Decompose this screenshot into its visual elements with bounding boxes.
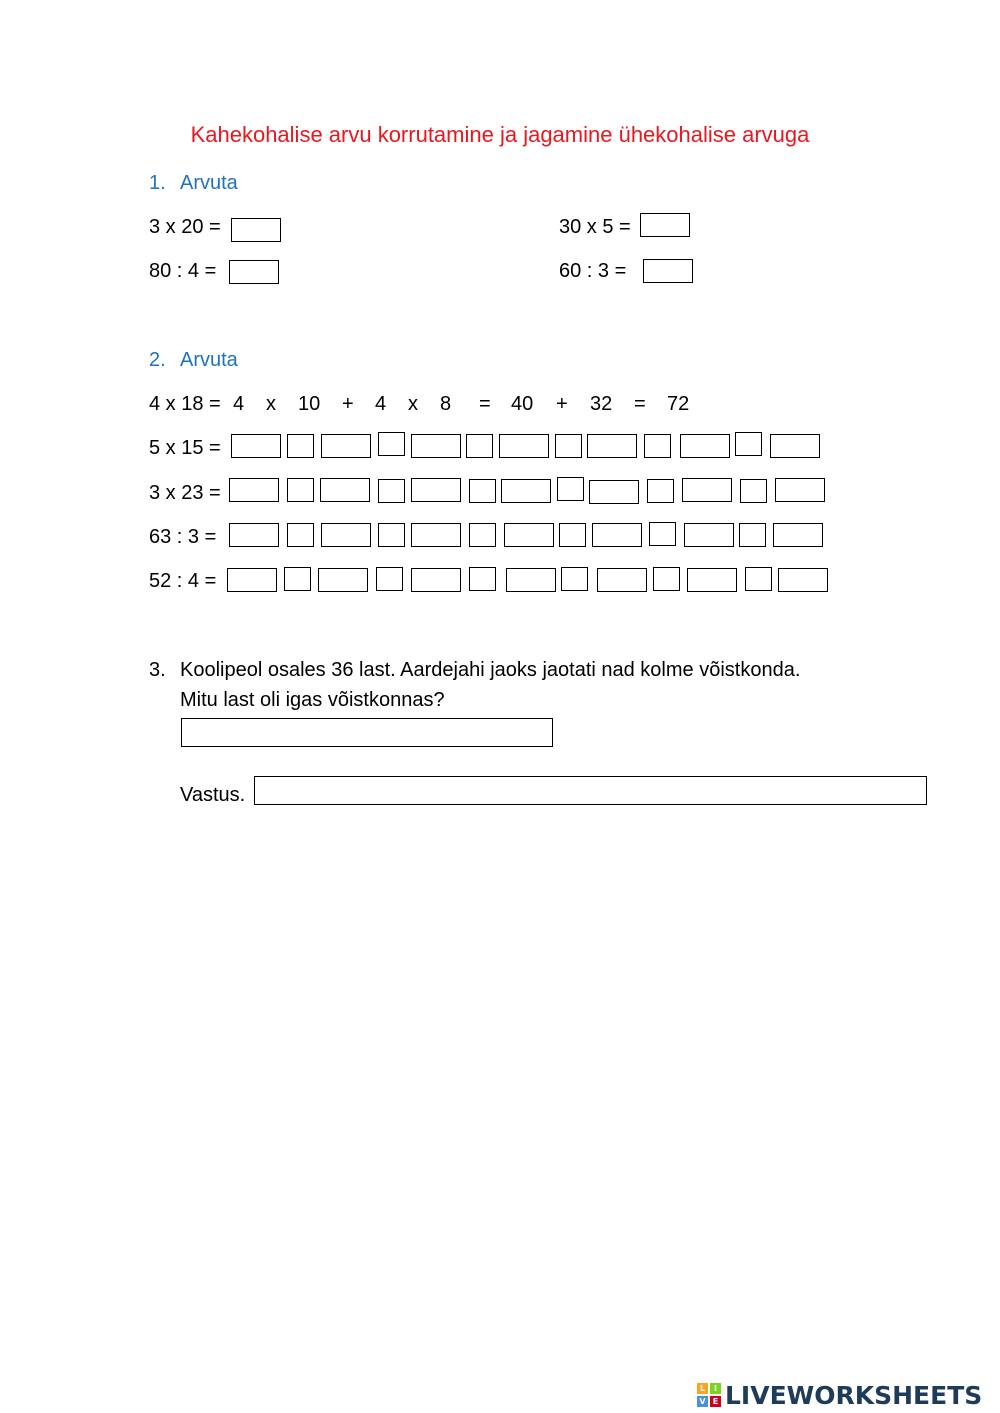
answer-box[interactable] [411, 434, 461, 458]
answer-box[interactable] [321, 523, 371, 547]
operator-box[interactable] [653, 567, 680, 591]
operator-box[interactable] [287, 478, 314, 502]
answer-box[interactable] [687, 568, 737, 592]
task1-item: 3 x 20 = [149, 216, 221, 238]
operator-box[interactable] [469, 479, 496, 503]
operator-box[interactable] [559, 523, 586, 547]
task2-row-label: 63 : 3 = [149, 526, 217, 548]
operator-box[interactable] [469, 567, 496, 591]
example-token: 10 [298, 393, 321, 415]
operator-box[interactable] [644, 434, 671, 458]
operator-box[interactable] [735, 432, 762, 456]
task1-item: 60 : 3 = [559, 260, 627, 282]
operator-box[interactable] [561, 567, 588, 591]
task1-item: 80 : 4 = [149, 260, 217, 282]
example-token: 8 [440, 393, 452, 415]
answer-box[interactable] [499, 434, 549, 458]
task3-question-line1: Koolipeol osales 36 last. Aardejahi jaoks jaotati nad kolme võistkonda. [180, 659, 801, 681]
answer-box[interactable] [640, 213, 690, 237]
answer-box[interactable] [597, 568, 647, 592]
answer-box[interactable] [318, 568, 368, 592]
example-token: 72 [667, 393, 690, 415]
answer-label: Vastus. [180, 784, 246, 806]
operator-box[interactable] [466, 434, 493, 458]
answer-box[interactable] [506, 568, 556, 592]
example-token: + [342, 393, 354, 415]
answer-box[interactable] [229, 260, 279, 284]
task1-item: 30 x 5 = [559, 216, 631, 238]
task1-number: 1. [149, 172, 166, 194]
logo-mark-icon: L I V E [697, 1383, 721, 1407]
operator-box[interactable] [378, 432, 405, 456]
example-token: 4 [375, 393, 387, 415]
operator-box[interactable] [739, 523, 766, 547]
task3-number: 3. [149, 659, 166, 681]
task2-number: 2. [149, 349, 166, 371]
answer-box[interactable] [229, 523, 279, 547]
example-lhs: 4 x 18 = [149, 393, 221, 415]
answer-box[interactable] [592, 523, 642, 547]
answer-box[interactable] [231, 434, 281, 458]
worksheet-title: Kahekohalise arvu korrutamine ja jagamine ühekohalise arvuga [190, 122, 810, 147]
answer-box[interactable] [775, 478, 825, 502]
example-token: 32 [590, 393, 613, 415]
answer-box[interactable] [501, 479, 551, 503]
answer-box[interactable] [411, 478, 461, 502]
operator-box[interactable] [378, 479, 405, 503]
operator-box[interactable] [557, 477, 584, 501]
example-token: 40 [511, 393, 534, 415]
example-token: = [634, 393, 646, 415]
liveworksheets-logo [697, 1380, 982, 1410]
operator-box[interactable] [555, 434, 582, 458]
operator-box[interactable] [649, 522, 676, 546]
operator-box[interactable] [740, 479, 767, 503]
answer-box[interactable] [411, 568, 461, 592]
task1-label: Arvuta [180, 172, 238, 194]
example-token: x [408, 393, 418, 415]
task2-row-label: 5 x 15 = [149, 437, 221, 459]
answer-box[interactable] [411, 523, 461, 547]
answer-box[interactable] [229, 478, 279, 502]
task2-label: Arvuta [180, 349, 238, 371]
answer-box[interactable] [778, 568, 828, 592]
answer-box[interactable] [770, 434, 820, 458]
answer-box[interactable] [682, 478, 732, 502]
answer-box[interactable] [587, 434, 637, 458]
logo-text: LIVEWORKSHEETS [725, 1380, 983, 1410]
answer-box[interactable] [321, 434, 371, 458]
task2-row-label: 3 x 23 = [149, 482, 221, 504]
answer-box[interactable] [680, 434, 730, 458]
operator-box[interactable] [287, 434, 314, 458]
answer-box[interactable] [231, 218, 281, 242]
example-token: 4 [233, 393, 245, 415]
answer-box[interactable] [320, 478, 370, 502]
answer-box[interactable] [684, 523, 734, 547]
solution-input[interactable] [181, 718, 553, 747]
operator-box[interactable] [284, 567, 311, 591]
answer-box[interactable] [504, 523, 554, 547]
answer-box[interactable] [773, 523, 823, 547]
operator-box[interactable] [745, 567, 772, 591]
answer-box[interactable] [643, 259, 693, 283]
example-token: + [556, 393, 568, 415]
answer-box[interactable] [227, 568, 277, 592]
answer-input[interactable] [254, 776, 927, 805]
operator-box[interactable] [376, 567, 403, 591]
operator-box[interactable] [378, 523, 405, 547]
example-token: x [266, 393, 276, 415]
operator-box[interactable] [469, 523, 496, 547]
task2-row-label: 52 : 4 = [149, 570, 217, 592]
task3-question-line2: Mitu last oli igas võistkonnas? [180, 689, 445, 711]
operator-box[interactable] [287, 523, 314, 547]
answer-box[interactable] [589, 480, 639, 504]
example-token: = [479, 393, 491, 415]
operator-box[interactable] [647, 479, 674, 503]
